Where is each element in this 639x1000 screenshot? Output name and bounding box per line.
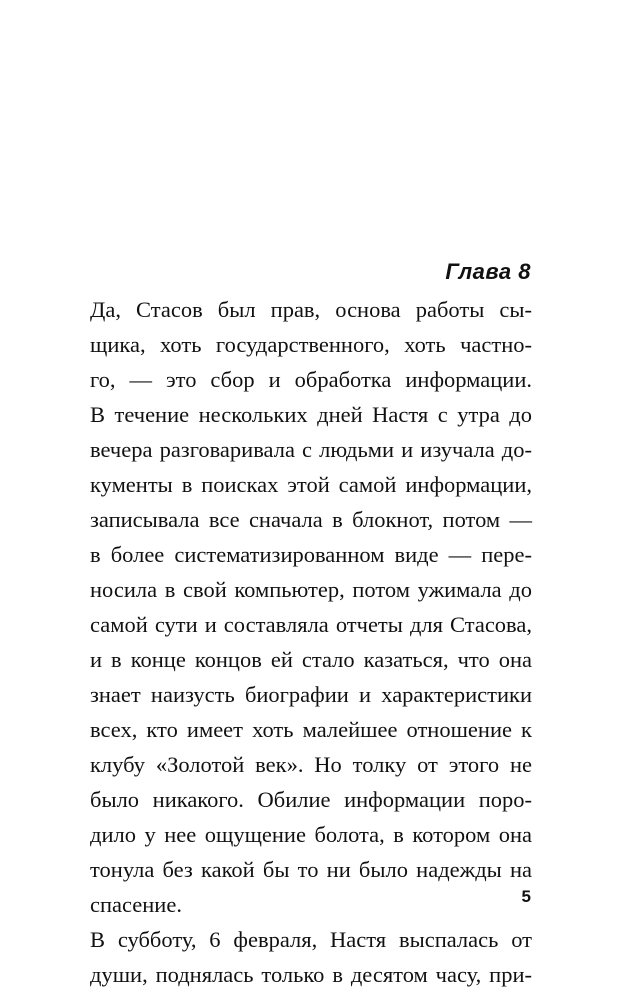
paragraph-1-line-1: Да, Стасов был прав, основа работы сы-	[90, 297, 532, 322]
paragraph-1-line-13: всех, кто имеет хоть малейшее отношение к	[90, 717, 532, 742]
paragraph-1-line-15: было никакого. Обилие информации поро-	[90, 787, 532, 812]
paragraph-1-line-8: в более систематизированном виде — пере-	[90, 542, 532, 567]
paragraph-1-line-9: носила в свой компьютер, потом ужимала до	[90, 577, 532, 602]
paragraph-1-line-12: знает наизусть биографии и характеристики	[90, 682, 532, 707]
paragraph-2-line-2: души, поднялась только в десятом часу, при-	[90, 962, 532, 987]
paragraph-1-line-3: го, — это сбор и обработка информации.	[90, 367, 532, 392]
paragraph-1-line-4: В течение нескольких дней Настя с утра до	[90, 402, 532, 427]
paragraph-1-line-7: записывала все сначала в блокнот, потом —	[90, 507, 532, 532]
paragraph-1-line-6: кументы в поисках этой самой информации,	[90, 472, 532, 497]
paragraph-1-line-5: вечера разговаривала с людьми и изучала до-	[90, 437, 532, 462]
chapter-title: Глава 8	[445, 259, 531, 284]
paragraph-1-line-14: клубу «Золотой век». Но толку от этого не	[90, 752, 532, 777]
paragraph-1-line-10: самой сути и составляла отчеты для Стасова,	[90, 612, 532, 637]
paragraph-1-line-2: щика, хоть государственного, хоть частно-	[90, 332, 532, 357]
body-text	[90, 292, 532, 992]
paragraph-1-line-16: дило у нее ощущение болота, в котором она	[90, 822, 532, 847]
paragraph-1-line-18: спасение.	[90, 892, 182, 917]
paragraph-1-line-11: и в конце концов ей стало казаться, что она	[90, 647, 532, 672]
page-number: 5	[521, 887, 531, 906]
paragraph-1-line-17: тонула без какой бы то ни было надежды на	[90, 857, 532, 882]
paragraph-2-line-1: В субботу, 6 февраля, Настя выспалась от	[90, 927, 532, 952]
